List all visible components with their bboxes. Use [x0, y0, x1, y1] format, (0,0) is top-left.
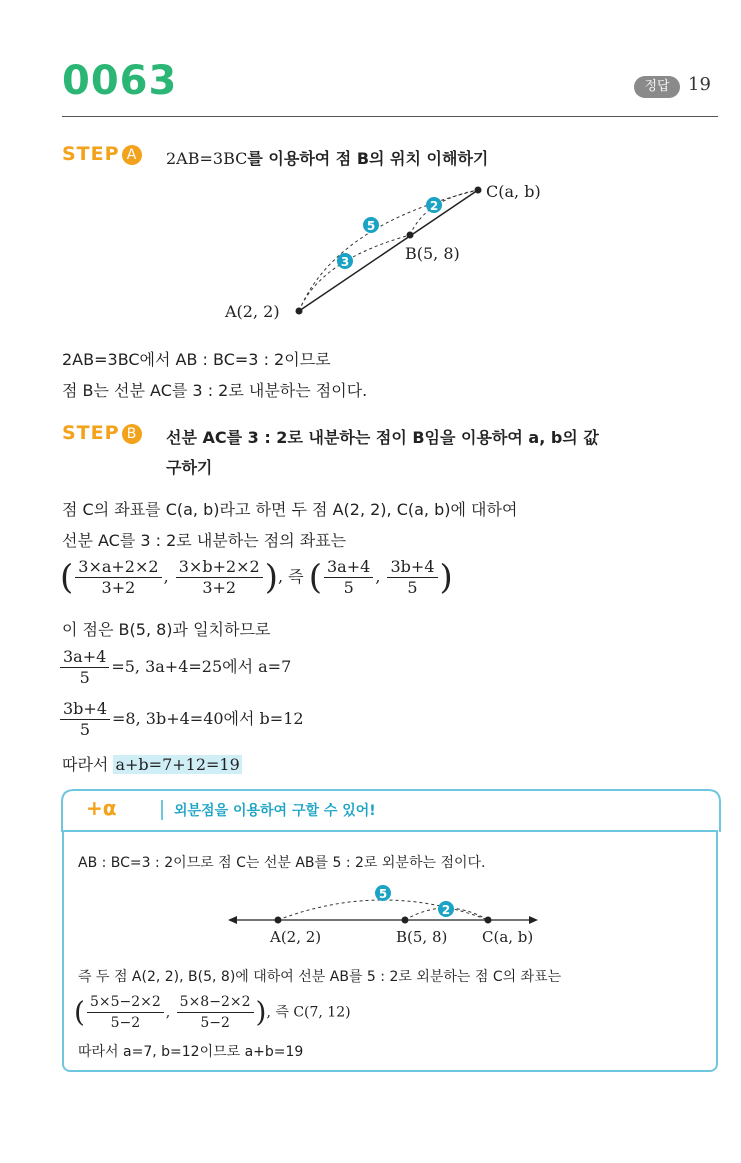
point-c-dot	[475, 187, 482, 194]
point-a-dot	[296, 308, 303, 315]
answer-value: 19	[688, 74, 711, 95]
step-a-title	[166, 146, 488, 169]
step-b-label: STEP	[62, 422, 120, 444]
ratio-3-text: 3	[340, 255, 350, 269]
label-point-a: A(2, 2)	[225, 302, 280, 321]
label-point-b: B(5, 8)	[405, 244, 460, 263]
alpha-symbol: +α	[86, 796, 117, 820]
step-a-heading	[62, 143, 142, 165]
answer-badge: 정답	[634, 76, 680, 98]
alpha-line4: 따라서 a=7, b=12이므로 a+b=19	[78, 1044, 304, 1060]
step-b-coordinates: ( $\frac{3\times a+2\times 2}{3+2}$ , $\frac{3\times b+2\times 2}{3+2}$ ), 즉 ( $\frac{3a+4}{5}$ , $\frac{3b+4}{5}$ )	[60, 557, 453, 598]
step-b-letter: B	[122, 424, 142, 444]
step-a-letter: A	[122, 145, 142, 165]
step-b-line2: 선분 AC를 3 : 2로 내분하는 점의 좌표는	[62, 531, 347, 550]
svg-text:2: 2	[441, 903, 451, 917]
svg-text:C(a, b): C(a, b)	[482, 928, 534, 946]
frac-x-simplified: $\frac{3a+4}{5}$	[324, 557, 373, 598]
so-text: 즉	[288, 567, 304, 586]
svg-text:5: 5	[378, 887, 388, 901]
header-divider	[62, 116, 718, 117]
ratio-2-text: 2	[429, 199, 439, 213]
conclusion-prefix: 따라서	[62, 755, 114, 774]
alpha-line1: AB : BC=3 : 2이므로 점 C는 선분 AB를 5 : 2로 외분하는 점이다.	[78, 855, 486, 871]
svg-text:B(5, 8): B(5, 8)	[396, 928, 448, 946]
step-b-line4: 이 점은 B(5, 8)과 일치하므로	[62, 620, 271, 639]
alpha-box-title: 외분점을 이용하여 구할 수 있어!	[174, 803, 376, 819]
step-a-title-text: 를 이용하여 점 B의 위치 이해하기	[247, 149, 489, 168]
svg-text:A(2, 2): A(2, 2)	[270, 928, 322, 946]
step-b-heading	[62, 422, 142, 444]
step-a-line1: 2AB=3BC에서 AB : BC=3 : 2이므로	[62, 350, 331, 369]
step-a-diagram	[220, 175, 580, 325]
alpha-box-tab	[60, 788, 722, 834]
step-a-line2: 점 B는 선분 AC를 3 : 2로 내분하는 점이다.	[62, 381, 368, 400]
conclusion-line	[62, 752, 242, 775]
step-b-title-line2: 구하기	[166, 458, 213, 477]
alpha-coordinates: ( $\frac{5\times 5-2\times 2}{5-2}$ , $\frac{5\times 8-2\times 2}{5-2}$ ), 즉 C(7, 12)	[74, 994, 351, 1031]
ratio-5-text: 5	[366, 219, 376, 233]
equation-b: $\frac{3b+4}{5}$ =8, 3b+4=40에서 b=12	[58, 699, 304, 740]
point-b-dot	[407, 232, 414, 239]
frac-y-simplified: $\frac{3b+4}{5}$	[387, 557, 437, 598]
equation-a: $\frac{3a+4}{5}$ =5, 3a+4=25에서 a=7	[58, 647, 291, 688]
step-a-title-math: 2AB=3BC	[166, 149, 248, 168]
alpha-line2: 즉 두 점 A(2, 2), B(5, 8)에 대하여 선분 AB를 5 : 2로 외분하는 점 C의 좌표는	[78, 969, 562, 985]
alpha-diagram	[228, 880, 548, 950]
label-point-c: C(a, b)	[486, 182, 541, 201]
frac-y: $\frac{3\times b+2\times 2}{3+2}$	[176, 557, 263, 598]
frac-x: $\frac{3\times a+2\times 2}{3+2}$	[75, 557, 161, 598]
step-b-title-line1: 선분 AC를 3 : 2로 내분하는 점이 B임을 이용하여 a, b의 값	[166, 428, 599, 447]
problem-number: 0063	[62, 58, 178, 104]
step-a-label: STEP	[62, 143, 120, 165]
conclusion-highlight: a+b=7+12=19	[115, 755, 240, 774]
step-b-line1: 점 C의 좌표를 C(a, b)라고 하면 두 점 A(2, 2), C(a, b)에 대하여	[62, 500, 518, 519]
